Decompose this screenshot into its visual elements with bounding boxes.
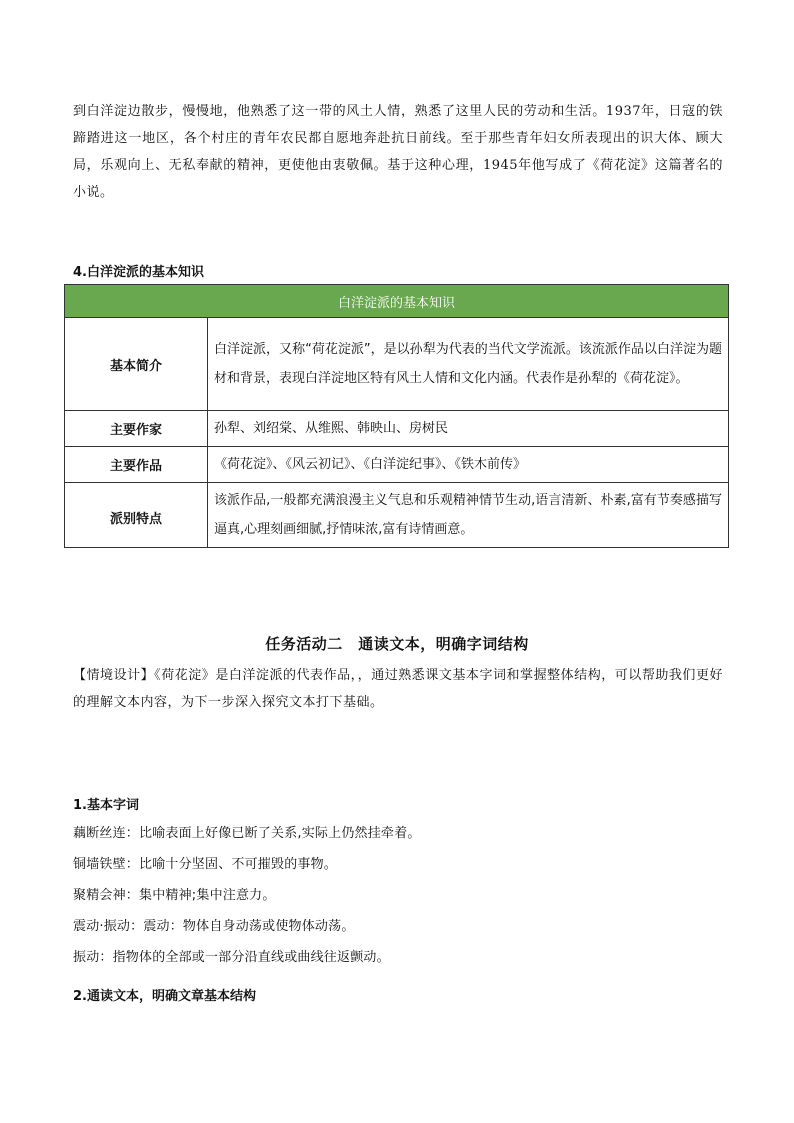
list-item: 聚精会神：集中精神;集中注意力。 [73, 888, 276, 903]
list-item: 震动·振动：震动：物体自身动荡或使物体动荡。 [73, 919, 355, 934]
scenario-paragraph: 【情境设计】《荷花淀》是白洋淀派的代表作品，，通过熟悉课文基本字词和掌握整体结构，可以帮助我们更好的理解文本内容，为下一步深入探究文本打下基础。 [73, 668, 723, 710]
list-item: 藕断丝连：比喻表面上好像已断了关系,实际上仍然挂牵着。 [73, 826, 421, 841]
table-row [65, 318, 729, 411]
table-row [65, 447, 729, 483]
list-item: 铜墙铁壁：比喻十分坚固、不可摧毁的事物。 [73, 857, 338, 872]
section-heading-baiyangdian: 4.白洋淀派的基本知识 [73, 265, 204, 280]
vocab-list [73, 818, 421, 973]
row-label: 基本简介 [65, 318, 208, 411]
section-heading-structure: 2.通读文本，明确文章基本结构 [73, 989, 256, 1004]
table-row [65, 411, 729, 447]
intro-paragraph: 到白洋淀边散步，慢慢地，他熟悉了这一带的风土人情，熟悉了这里人民的劳动和生活。1937年，日寇的铁蹄踏进这一地区，各个村庄的青年农民都自愿地奔赴抗日前线。至于那些青年妇女所表现出的识大体、顾大局，乐观向上、无私奉献的精神，更使他由衷敬佩。基于这种心理，1945年他写成了《荷花淀》这篇著名的小说。 [73, 104, 723, 200]
row-content: 孙犁、刘绍棠、从维熙、韩映山、房树民 [208, 411, 729, 447]
task-title: 任务活动二 通读文本，明确字词结构 [265, 635, 529, 653]
row-label: 派别特点 [65, 483, 208, 548]
row-content: 该派作品,一般都充满浪漫主义气息和乐观精神情节生动,语言清新、朴素,富有节奏感描写逼真,心理刻画细腻,抒情味浓,富有诗情画意。 [208, 483, 729, 548]
row-content: 《荷花淀》、《风云初记》、《白洋淀纪事》、《铁木前传》 [208, 447, 729, 483]
table-header: 白洋淀派的基本知识 [65, 285, 729, 318]
table-row [65, 483, 729, 548]
list-item: 振动：指物体的全部或一部分沿直线或曲线往返颤动。 [73, 950, 390, 965]
row-content: 白洋淀派，又称“荷花淀派”，是以孙犁为代表的当代文学流派。该流派作品以白洋淀为题材和背景，表现白洋淀地区特有风土人情和文化内涵。代表作是孙犁的《荷花淀》。 [208, 318, 729, 411]
row-label: 主要作品 [65, 447, 208, 483]
vocab-heading: 1.基本字词 [73, 798, 139, 813]
row-label: 主要作家 [65, 411, 208, 447]
baiyangdian-info-table [64, 284, 729, 548]
